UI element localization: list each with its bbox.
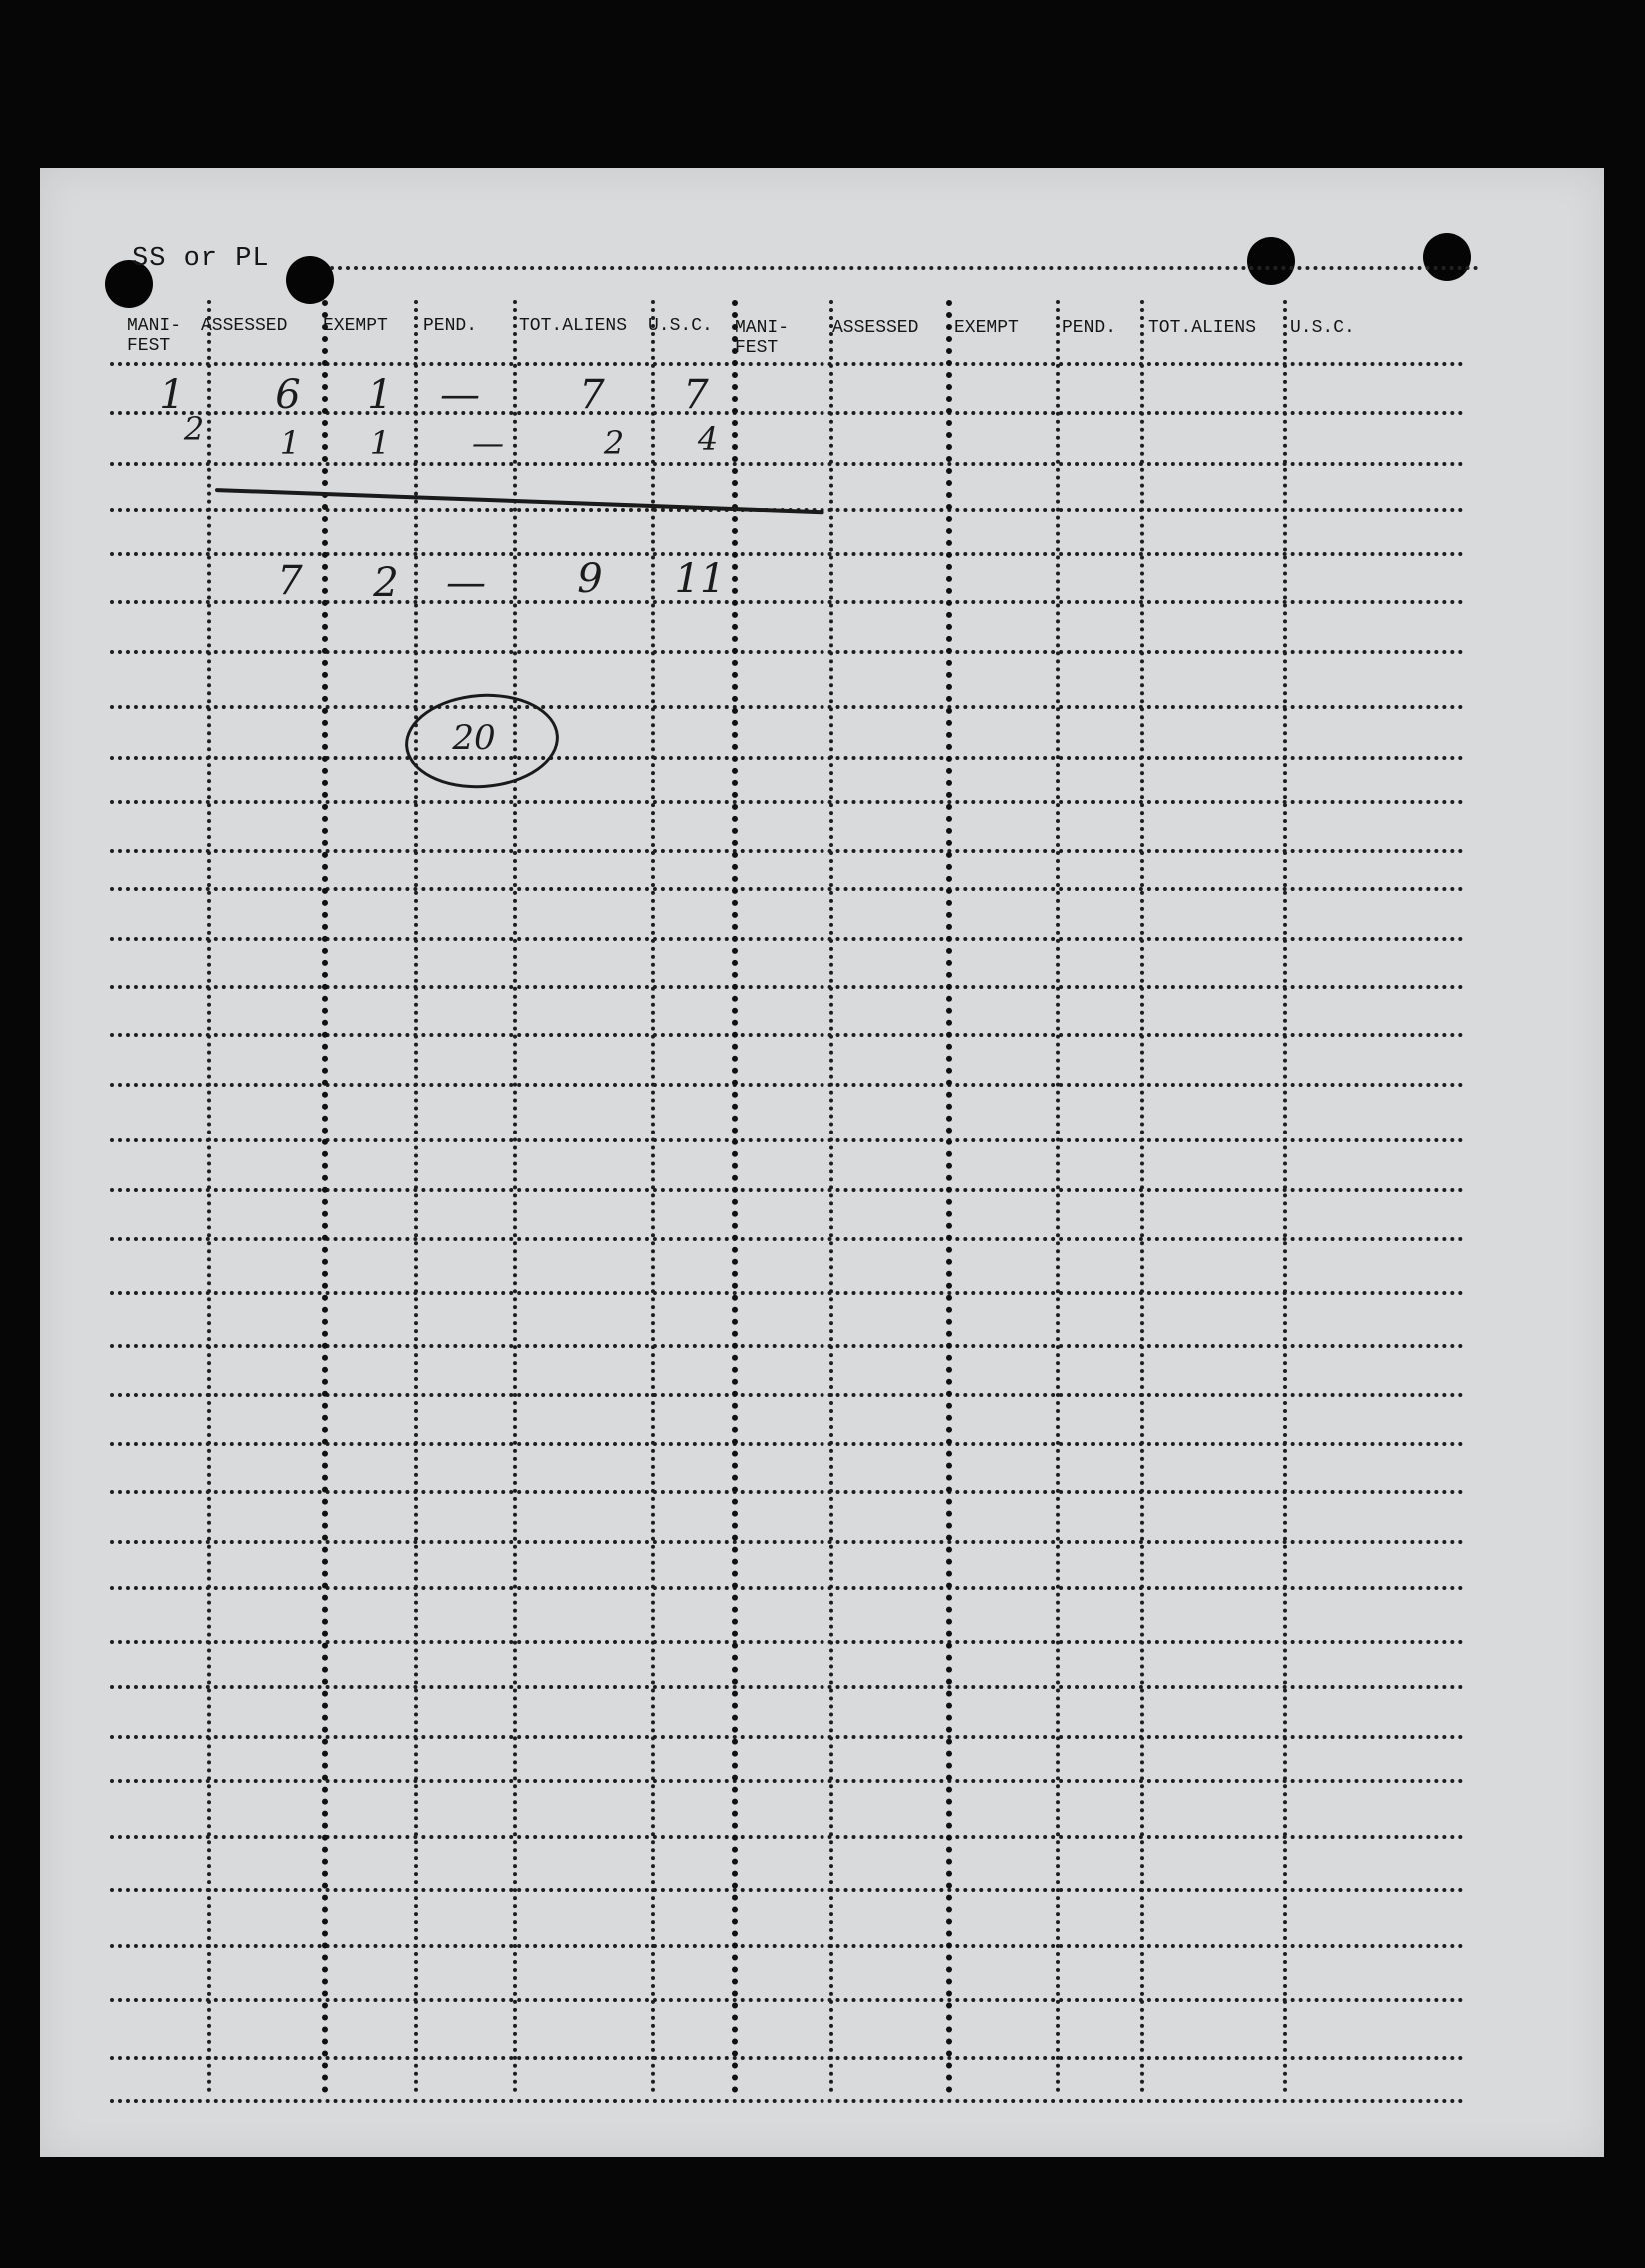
- row1-usc: 7: [683, 372, 709, 418]
- header-exempt-left: EXEMPT: [323, 316, 388, 336]
- total-pend: —: [446, 560, 486, 606]
- row1-manifest: 1: [159, 372, 185, 418]
- punch-hole-3: [1247, 237, 1295, 285]
- grid-row-line: [110, 462, 1464, 466]
- form-sheet: [40, 168, 1604, 2157]
- header-assessed-left: ASSESSED: [201, 316, 288, 336]
- grid-row-line: [110, 1291, 1464, 1295]
- circled-total-value: 20: [452, 718, 496, 758]
- punch-hole-2: [286, 256, 334, 304]
- grid-row-line: [110, 1735, 1464, 1739]
- grid-row-line: [110, 1393, 1464, 1397]
- row2-usc: 4: [697, 420, 719, 458]
- header-tot-aliens-left: TOT.ALIENS: [519, 316, 628, 336]
- grid-column-line: [513, 300, 517, 2094]
- grid-row-line: [110, 1998, 1464, 2002]
- total-exempt: 2: [373, 560, 399, 606]
- grid-column-line: [322, 300, 328, 2094]
- grid-column-line: [829, 300, 833, 2094]
- total-assessed: 7: [277, 558, 303, 604]
- header-exempt-right: EXEMPT: [954, 318, 1019, 338]
- grid-column-line: [946, 300, 952, 2094]
- grid-column-line: [1283, 300, 1287, 2094]
- header-usc-left: U.S.C.: [648, 316, 713, 336]
- header-manifest-left: MANI- FEST: [127, 316, 182, 356]
- grid-row-line: [110, 985, 1464, 989]
- grid-row-line: [110, 1640, 1464, 1644]
- grid-row-line: [110, 1442, 1464, 1446]
- grid-row-line: [110, 1685, 1464, 1689]
- title-fill-line: [330, 266, 1479, 270]
- grid-row-line: [110, 411, 1464, 415]
- header-tot-aliens-right: TOT.ALIENS: [1148, 318, 1257, 338]
- header-manifest-right: MANI- FEST: [735, 318, 790, 358]
- row2-manifest: 2: [183, 410, 205, 448]
- grid-row-line: [110, 362, 1464, 366]
- grid-column-line: [732, 300, 738, 2094]
- row2-assessed: 1: [279, 424, 301, 462]
- grid-row-line: [110, 1083, 1464, 1087]
- header-pend-right: PEND.: [1062, 318, 1117, 338]
- grid-row-line: [110, 1188, 1464, 1192]
- row1-pend: —: [440, 372, 480, 418]
- grid-row-line: [110, 1237, 1464, 1241]
- grid-row-line: [110, 650, 1464, 654]
- header-assessed-right: ASSESSED: [832, 318, 919, 338]
- grid-row-line: [110, 1138, 1464, 1142]
- grid-row-line: [110, 2099, 1464, 2103]
- punch-hole-4: [1423, 233, 1471, 281]
- grid-row-line: [110, 887, 1464, 891]
- grid-row-line: [110, 705, 1464, 709]
- grid-row-line: [110, 1540, 1464, 1544]
- grid-row-line: [110, 1779, 1464, 1783]
- header-usc-right: U.S.C.: [1290, 318, 1355, 338]
- grid-row-line: [110, 552, 1464, 556]
- grid-row-line: [110, 1490, 1464, 1494]
- grid-column-line: [1056, 300, 1060, 2094]
- grid-row-line: [110, 1586, 1464, 1590]
- grid-row-line: [110, 1888, 1464, 1892]
- grid-row-line: [110, 1835, 1464, 1839]
- grid-row-line: [110, 849, 1464, 853]
- grid-row-line: [110, 937, 1464, 941]
- grid-row-line: [110, 800, 1464, 804]
- grid-row-line: [110, 756, 1464, 760]
- row1-assessed: 6: [275, 372, 301, 418]
- row2-exempt: 1: [369, 424, 391, 462]
- total-usc: 11: [674, 556, 726, 602]
- form-title: SS or PL: [132, 244, 270, 274]
- grid-row-line: [110, 2056, 1464, 2060]
- header-pend-left: PEND.: [423, 316, 478, 336]
- grid-row-line: [110, 1033, 1464, 1037]
- grid-row-line: [110, 1344, 1464, 1348]
- total-tot-aliens: 9: [577, 556, 603, 602]
- grid-row-line: [110, 1944, 1464, 1948]
- row1-exempt: 1: [367, 372, 393, 418]
- grid-row-line: [110, 600, 1464, 604]
- grid-column-line: [651, 300, 655, 2094]
- grid-column-line: [1140, 300, 1144, 2094]
- row2-pend: —: [472, 424, 504, 462]
- grid-column-line: [207, 300, 211, 2094]
- grid-column-line: [414, 300, 418, 2094]
- row2-tot-aliens: 2: [603, 424, 625, 462]
- row1-tot-aliens: 7: [579, 372, 605, 418]
